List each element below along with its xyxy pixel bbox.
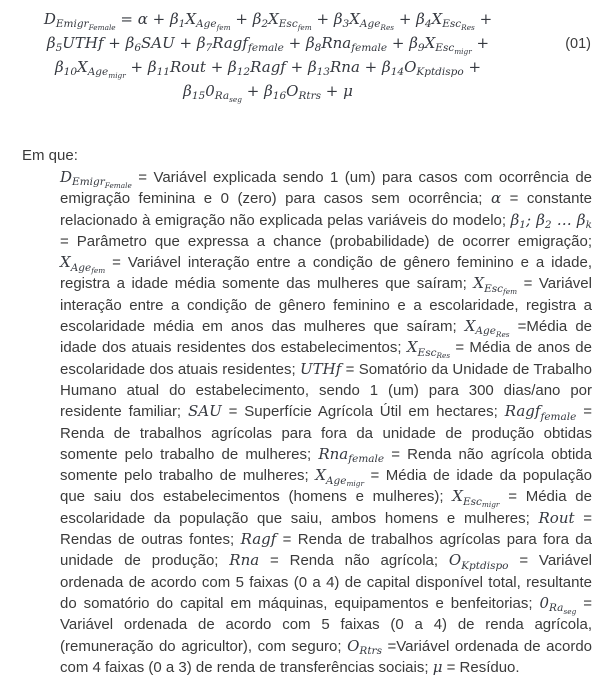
lead-in-text: Em que:: [22, 147, 78, 164]
variable-definitions-paragraph: [60, 167, 592, 678]
equation-block: [0, 0, 613, 103]
definition-math-variable: $O_{Rtrs}$: [347, 636, 382, 657]
definition-text: = constante relacionado à emigração não explicada pelas variáveis do modelo;: [60, 190, 592, 229]
equation-line-1: $D_{Emigr_{Female}} = \alpha + \beta_1X_{Age_{fem}} + \beta_2X_{Esc_{fem}} + \beta_3X_{Age_{Res}} + \beta_4X_{Esc_{Res}}$ +: [43, 10, 493, 32]
definition-text: = Variável interação entre a condição de gênero feminino e a idade, registra a idade média somente das mulheres que saíram;: [60, 254, 592, 293]
definition-text: = Média de anos de escolaridade dos atuais residentes;: [60, 339, 592, 378]
definition-math-variable: $X_{Age_{migr}}$: [315, 466, 364, 488]
definition-text: = Resíduo.: [442, 658, 520, 676]
definition-text: = Somatório da Unidade de Trabalho Humano atual do estabelecimento, sendo 1 (um) para 300 dias/ano por residente familiar;: [60, 360, 593, 421]
definition-text: = Superfície Agrícola Útil em hectares;: [221, 403, 505, 421]
definition-text: = Parâmetro que expressa a chance (probabilidade) de ocorrer emigração;: [60, 232, 592, 250]
definition-math-variable: α: [491, 189, 502, 208]
definition-math-variable: $O_{Kptdispo}$: [448, 551, 509, 572]
definition-text: = Renda não agrícola;: [259, 552, 449, 570]
definition-math-variable: SAU: [188, 402, 222, 421]
definition-text: = Variável ordenada de acordo com 5 faixas (0 a 4) de capital disponível total, resultante do somatório do capital em máquinas, equipamentos e benfeitorias;: [60, 552, 593, 612]
definition-math-variable: $X_{Esc_{fem}}$: [473, 274, 518, 297]
definition-text: = Renda de trabalhos agrícolas para fora da unidade de produção obtidas somente pelo trabalho de mulheres;: [60, 403, 592, 463]
definition-math-variable: $D_{Emigr_{Female}}$: [60, 168, 132, 190]
definition-math-variable: Rna: [229, 551, 260, 570]
definition-math-variable: UTHf: [299, 359, 342, 378]
definition-text: =Média de idade dos atuais residentes dos estabelecimentos;: [60, 318, 593, 357]
definition-math-variable: Rna$_{female}$: [318, 444, 385, 466]
equation-line-2: $\beta_5UTHf + \beta_6SAU$ + $\beta_7Ragf_{female} + \beta_8Rna_{female} + \beta_9X_{Esc_{migr}}$ +: [46, 34, 490, 56]
definition-text: = Média de idade da população que saiu dos estabelecimentos (homens e mulheres);: [60, 467, 592, 506]
equation-line-3: $\beta_{10}X_{Age_{migr}}$ + $\beta_{11}Rout$ + $\beta_{12}Ragf + \beta_{13}Rna + \beta_{14}O_{Kptdispo}$ +: [54, 58, 482, 80]
definition-math-variable: Ragf: [240, 530, 277, 549]
definition-text: =Variável ordenada de acordo com 4 faixas (0 a 3) de renda de transferências sociais;: [60, 637, 593, 676]
definition-math-variable: $X_{Esc_{migr}}$: [452, 487, 500, 510]
definition-math-variable: $X_{Age_{Res}}$: [464, 317, 510, 339]
definition-text: = Média de escolaridade da população que saiu, ambos homens e mulheres;: [60, 488, 592, 527]
equation-number: (01): [565, 36, 591, 52]
definition-text: = Variável interação entre a condição de gênero feminino e a escolaridade, registra a escolaridade média em anos das mulheres que saíram;: [60, 275, 592, 336]
definition-math-variable: Rout: [538, 508, 575, 527]
definition-text: = Variável ordenada de acordo com 5 faixas (0 a 4) de renda agrícola, (remuneração do agricultor), com seguro;: [60, 594, 592, 655]
definition-text: = Rendas de outras fontes;: [60, 509, 592, 549]
definition-math-variable: Ragf$_{female}$: [504, 402, 577, 423]
definition-math-variable: $0_{Ra_{seg}}$: [539, 593, 577, 616]
equation-line-4: $\beta_{15}0_{Ra_{seg}} + \beta_{16}O_{Rtrs} + \mu$: [183, 82, 353, 104]
definition-math-variable: $X_{Esc_{Res}}$: [406, 338, 451, 361]
definition-text: = Renda não agrícola obtida somente pelo trabalho de mulheres;: [60, 445, 592, 485]
definition-math-variable: $\beta_1$; $\beta_2$ … $\beta_k$: [510, 210, 592, 231]
definition-math-variable: $X_{Age_{fem}}$: [60, 253, 106, 275]
definition-math-variable: μ: [432, 657, 443, 676]
definition-text: = Renda de trabalhos agrícolas para fora da unidade de produção;: [60, 531, 592, 570]
definition-text: = Variável explicada sendo 1 (um) para casos com ocorrência de emigração feminina e 0 (zero) para casos sem ocorrência;: [60, 169, 592, 208]
equation: [2, 7, 534, 103]
